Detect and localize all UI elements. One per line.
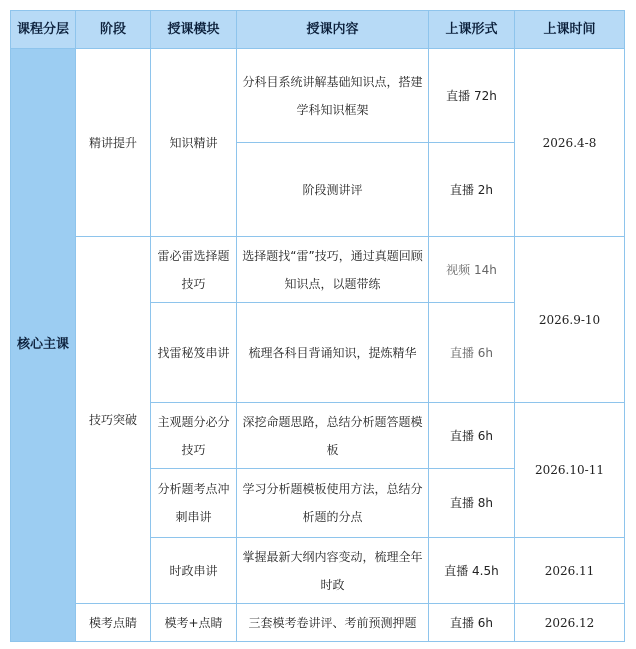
module-cell: 知识精讲 xyxy=(151,49,237,237)
format-cell: 直播 6h xyxy=(429,403,515,469)
module-cell: 找雷秘笈串讲 xyxy=(151,303,237,403)
module-cell: 模考+点睛 xyxy=(151,604,237,642)
time-cell: 2026.12 xyxy=(515,604,625,642)
time-cell: 2026.9-10 xyxy=(515,237,625,403)
time-cell: 2026.10-11 xyxy=(515,403,625,538)
table-row xyxy=(11,237,625,303)
course-schedule-table xyxy=(10,10,625,642)
format-cell: 视频 14h xyxy=(429,237,515,303)
stage-cell: 技巧突破 xyxy=(76,237,151,604)
stage-cell: 模考点睛 xyxy=(76,604,151,642)
tier-cell: 核心主课 xyxy=(11,49,76,642)
content-cell: 学习分析题模板使用方法，总结分析题的分点 xyxy=(237,469,429,538)
time-cell: 2026.4-8 xyxy=(515,49,625,237)
header-time: 上课时间 xyxy=(515,11,625,49)
stage-cell: 精讲提升 xyxy=(76,49,151,237)
content-cell: 掌握最新大纲内容变动，梳理全年时政 xyxy=(237,538,429,604)
table-row xyxy=(11,49,625,143)
module-cell: 主观题分必分技巧 xyxy=(151,403,237,469)
header-module: 授课模块 xyxy=(151,11,237,49)
format-cell: 直播 72h xyxy=(429,49,515,143)
module-cell: 时政串讲 xyxy=(151,538,237,604)
content-cell: 三套模考卷讲评、考前预测押题 xyxy=(237,604,429,642)
content-cell: 阶段测讲评 xyxy=(237,143,429,237)
format-cell: 直播 2h xyxy=(429,143,515,237)
header-stage: 阶段 xyxy=(76,11,151,49)
header-content: 授课内容 xyxy=(237,11,429,49)
content-cell: 选择题找“雷”技巧，通过真题回顾知识点，以题带练 xyxy=(237,237,429,303)
table-row xyxy=(11,604,625,642)
format-cell: 直播 8h xyxy=(429,469,515,538)
header-row xyxy=(11,11,625,49)
format-cell: 直播 6h xyxy=(429,604,515,642)
content-cell: 分科目系统讲解基础知识点，搭建学科知识框架 xyxy=(237,49,429,143)
header-format: 上课形式 xyxy=(429,11,515,49)
content-cell: 梳理各科目背诵知识，提炼精华 xyxy=(237,303,429,403)
content-cell: 深挖命题思路，总结分析题答题模板 xyxy=(237,403,429,469)
format-cell: 直播 6h xyxy=(429,303,515,403)
module-cell: 分析题考点冲刺串讲 xyxy=(151,469,237,538)
format-cell: 直播 4.5h xyxy=(429,538,515,604)
header-tier: 课程分层 xyxy=(11,11,76,49)
time-cell: 2026.11 xyxy=(515,538,625,604)
module-cell: 雷必雷选择题技巧 xyxy=(151,237,237,303)
